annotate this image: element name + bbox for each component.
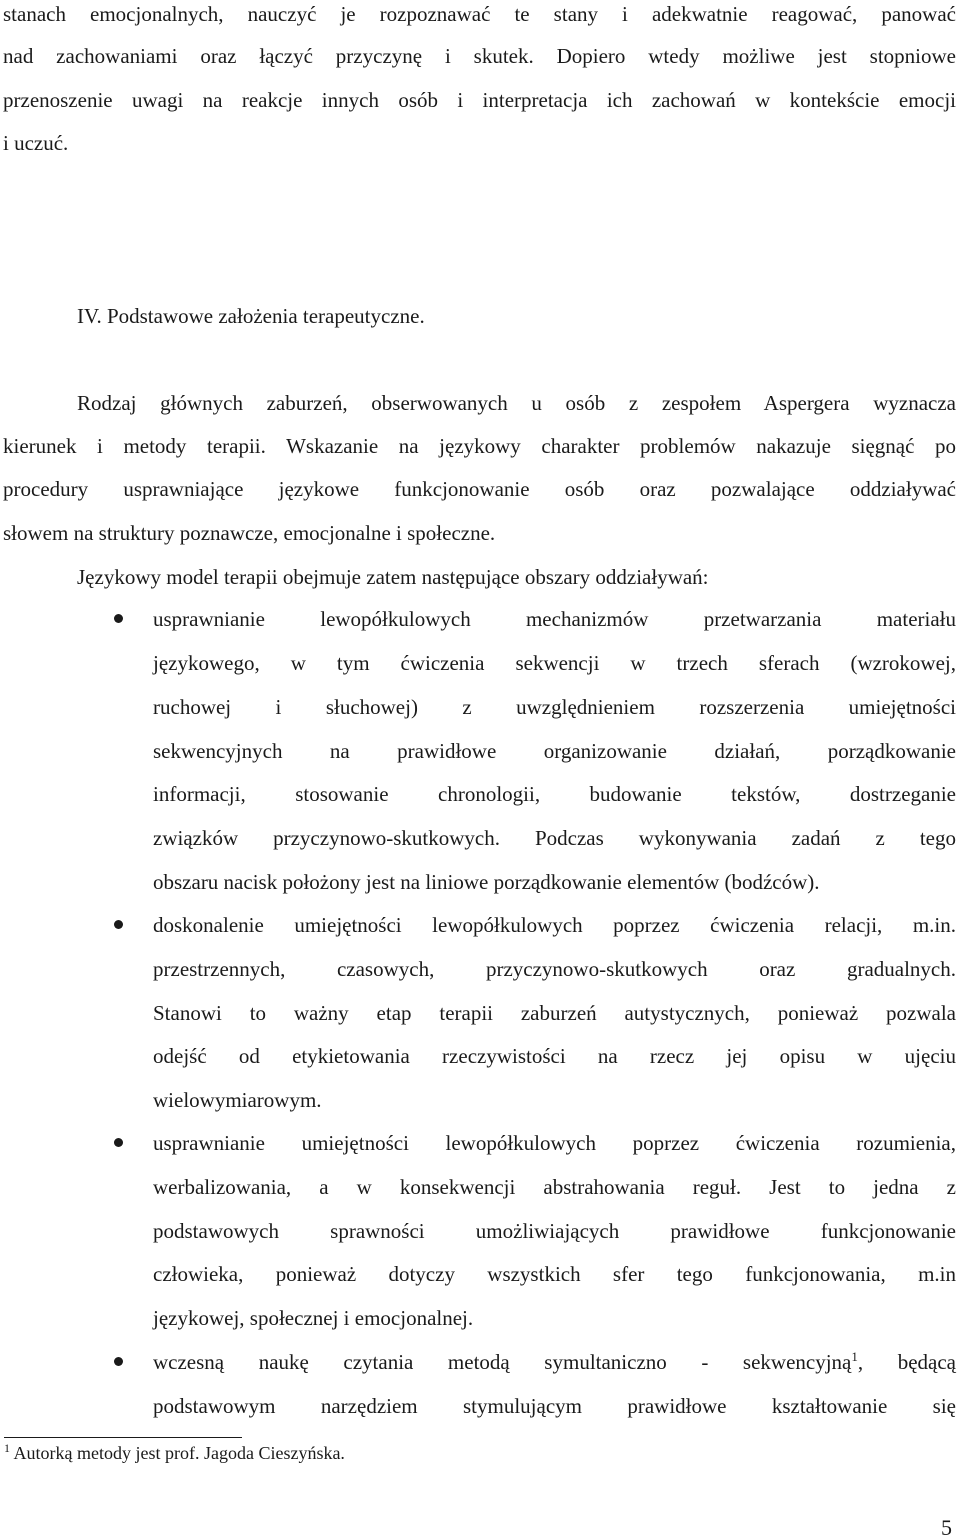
bullet-4-text-a: wczesną naukę czytania metodą symultaniczno - sekwencyjną bbox=[153, 1350, 852, 1374]
intro-line-1: stanach emocjonalnych, nauczyć je rozpoznawać te stany i adekwatnie reagować, panować bbox=[3, 2, 956, 26]
bullet-3-line-5: językowej, społecznej i emocjonalnej. bbox=[153, 1306, 474, 1330]
bullet-marker bbox=[114, 1138, 123, 1147]
bullet-1-line-6: związków przyczynowo-skutkowych. Podczas wykonywania zadań z tego bbox=[153, 826, 956, 850]
bullet-marker bbox=[114, 614, 123, 623]
bullet-1-line-5: informacji, stosowanie chronologii, budowanie tekstów, dostrzeganie bbox=[153, 782, 956, 806]
footnote bbox=[4, 1441, 345, 1465]
bullet-1-line-7: obszaru nacisk położony jest na liniowe porządkowanie elementów (bodźców). bbox=[153, 870, 820, 894]
intro-line-4: i uczuć. bbox=[3, 131, 69, 155]
paragraph-line-5: Językowy model terapii obejmuje zatem następujące obszary oddziaływań: bbox=[77, 565, 709, 589]
bullet-1-line-3: ruchowej i słuchowej) z uwzględnieniem rozszerzenia umiejętności bbox=[153, 695, 956, 719]
page-number: 5 bbox=[941, 1515, 952, 1540]
bullet-2-line-2: przestrzennych, czasowych, przyczynowo-skutkowych oraz gradualnych. bbox=[153, 957, 956, 981]
bullet-4-text-b: , będącą bbox=[857, 1350, 956, 1374]
bullet-3-line-2: werbalizowania, a w konsekwencji abstrahowania reguł. Jest to jedna z bbox=[153, 1175, 956, 1199]
footnote-marker: 1 bbox=[4, 1441, 10, 1455]
paragraph-line-4: słowem na struktury poznawcze, emocjonalne i społeczne. bbox=[3, 521, 496, 545]
bullet-3-line-3: podstawowych sprawności umożliwiających prawidłowe funkcjonowanie bbox=[153, 1219, 956, 1243]
bullet-4-line-1 bbox=[153, 1348, 956, 1376]
paragraph-line-3: procedury usprawniające językowe funkcjonowanie osób oraz pozwalające oddziaływać bbox=[3, 477, 956, 501]
paragraph-line-1: Rodzaj głównych zaburzeń, obserwowanych u osób z zespołem Aspergera wyznacza bbox=[77, 391, 956, 415]
section-heading: IV. Podstawowe założenia terapeutyczne. bbox=[77, 304, 425, 328]
bullet-2-line-3: Stanowi to ważny etap terapii zaburzeń autystycznych, ponieważ pozwala bbox=[153, 1001, 956, 1025]
bullet-2-line-4: odejść od etykietowania rzeczywistości na rzecz jej opisu w ujęciu bbox=[153, 1044, 956, 1068]
bullet-1-line-2: językowego, w tym ćwiczenia sekwencji w trzech sferach (wzrokowej, bbox=[153, 651, 956, 675]
bullet-1-line-1: usprawnianie lewopółkulowych mechanizmów przetwarzania materiału bbox=[153, 607, 956, 631]
footnote-reference: 1 bbox=[851, 1349, 858, 1364]
bullet-2-line-5: wielowymiarowym. bbox=[153, 1088, 322, 1112]
paragraph-line-2: kierunek i metody terapii. Wskazanie na językowy charakter problemów nakazuje sięgnąć po bbox=[3, 434, 956, 458]
bullet-3-line-4: człowieka, ponieważ dotyczy wszystkich sfer tego funkcjonowania, m.in bbox=[153, 1262, 956, 1286]
intro-line-3: przenoszenie uwagi na reakcje innych osób i interpretacja ich zachowań w kontekście emocji bbox=[3, 88, 956, 112]
bullet-marker bbox=[114, 920, 123, 929]
intro-line-2: nad zachowaniami oraz łączyć przyczynę i skutek. Dopiero wtedy możliwe jest stopniowe bbox=[3, 44, 956, 68]
bullet-1-line-4: sekwencyjnych na prawidłowe organizowanie działań, porządkowanie bbox=[153, 739, 956, 763]
footnote-separator bbox=[4, 1437, 242, 1438]
bullet-4-line-2: podstawowym narzędziem stymulującym prawidłowe kształtowanie się bbox=[153, 1394, 956, 1418]
bullet-2-line-1: doskonalenie umiejętności lewopółkulowych poprzez ćwiczenia relacji, m.in. bbox=[153, 913, 956, 937]
footnote-text: Autorką metody jest prof. Jagoda Cieszyńska. bbox=[10, 1443, 345, 1463]
bullet-marker bbox=[114, 1357, 123, 1366]
bullet-3-line-1: usprawnianie umiejętności lewopółkulowych poprzez ćwiczenia rozumienia, bbox=[153, 1131, 956, 1155]
